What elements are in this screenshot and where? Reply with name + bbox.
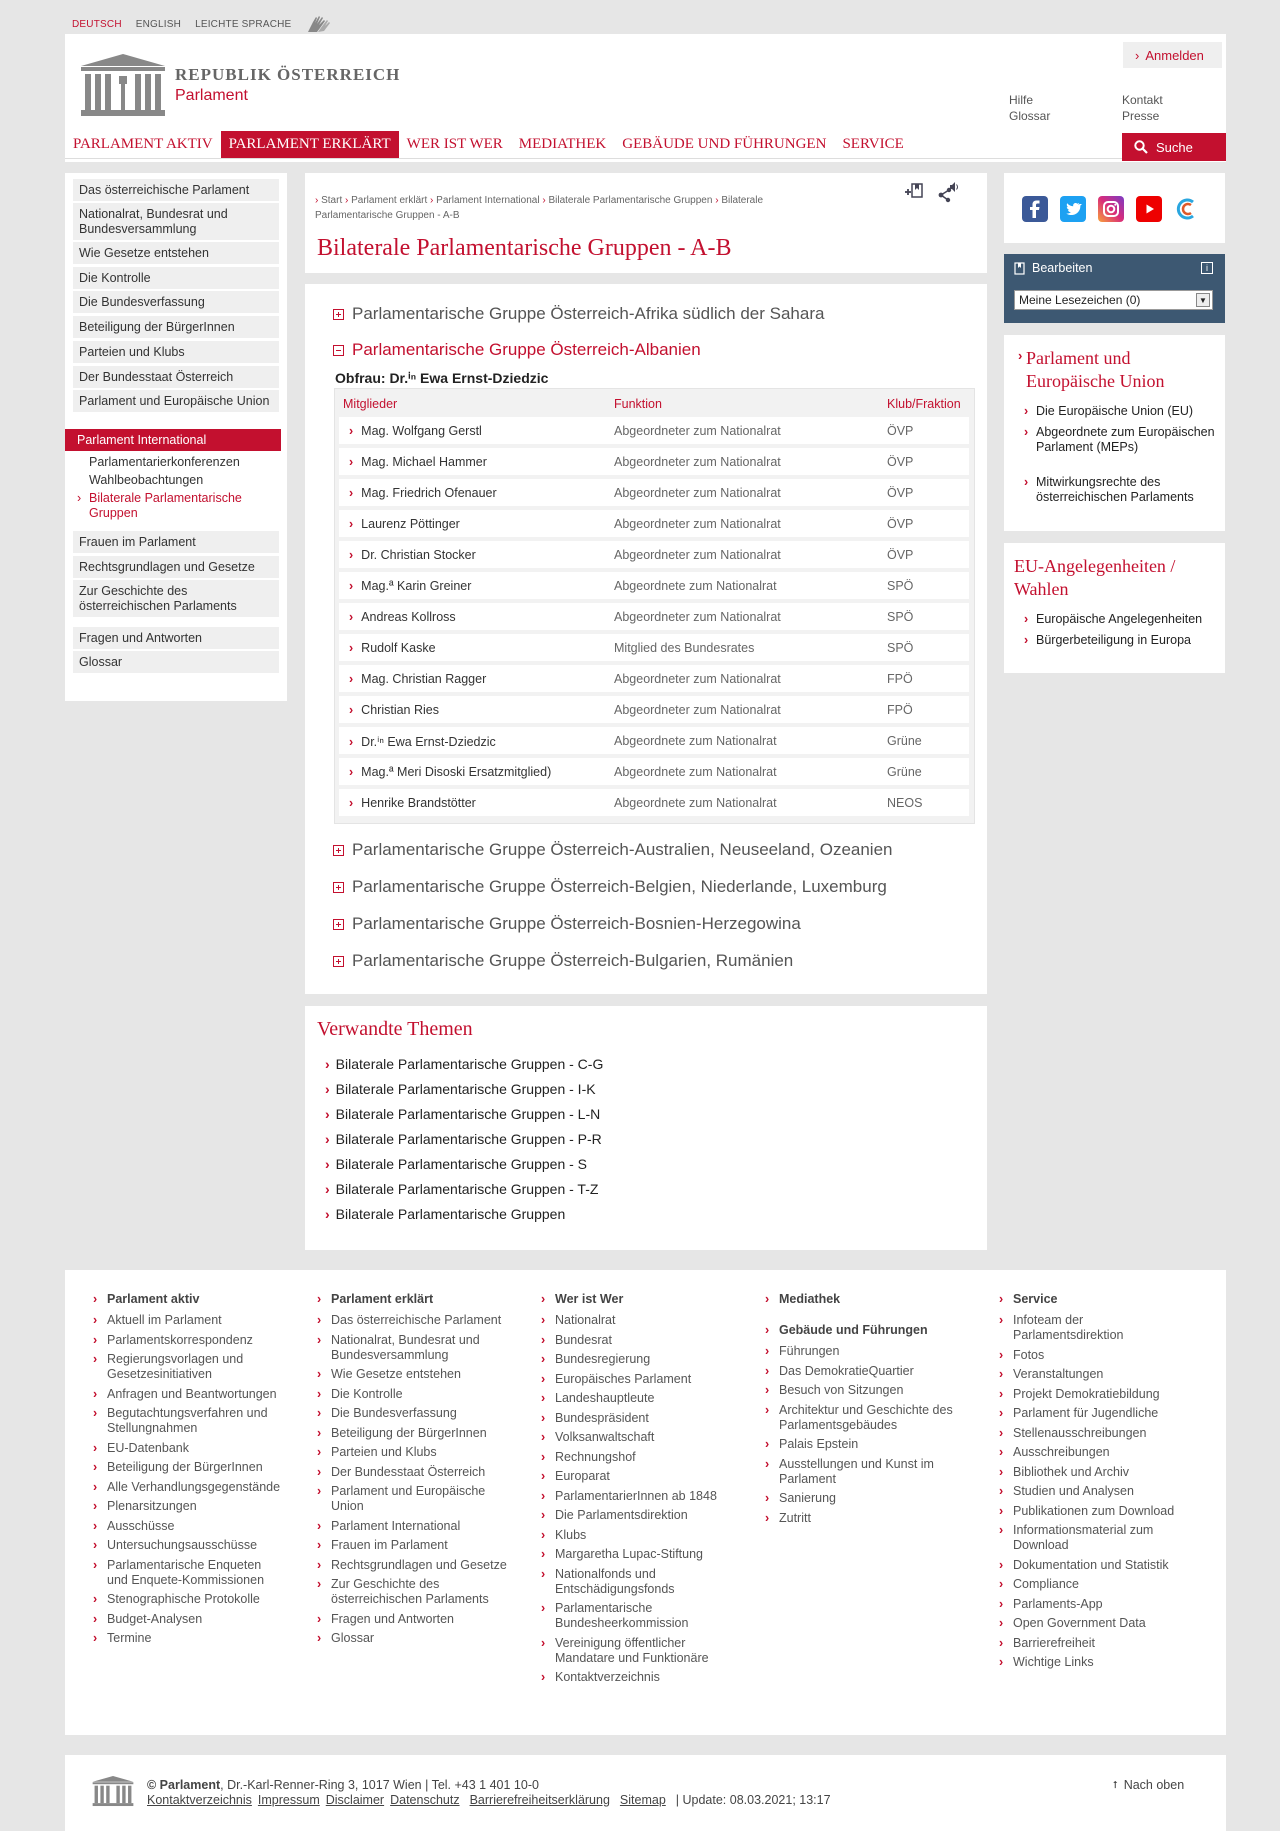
footer-link[interactable]: › Architektur und Geschichte des Parlamentsgebäudes xyxy=(765,1403,955,1433)
member-name[interactable]: › Dr. Christian Stocker xyxy=(349,548,476,562)
footer-link[interactable]: › Das DemokratieQuartier xyxy=(765,1364,955,1379)
related-link[interactable]: › Bilaterale Parlamentarische Gruppen - I-K xyxy=(325,1081,596,1097)
youtube-icon[interactable] xyxy=(1136,196,1162,222)
footer-link[interactable]: › Budget-Analysen xyxy=(93,1612,283,1627)
eu-affairs-title: EU-Angelegenheiten / Wahlen xyxy=(1014,556,1176,599)
breadcrumb xyxy=(315,193,815,223)
sidebar-subitem-active[interactable] xyxy=(77,491,269,521)
accordion-afrika[interactable] xyxy=(333,304,824,324)
breadcrumb-item[interactable]: Start xyxy=(321,195,343,206)
table-row[interactable] xyxy=(339,634,969,661)
chair-label: Obfrau: Dr.ⁱⁿ Ewa Ernst-Dziedzic xyxy=(335,370,549,386)
title-panel xyxy=(305,173,987,273)
instagram-icon[interactable] xyxy=(1098,196,1124,222)
footer-link[interactable]: › Zutritt xyxy=(765,1511,955,1526)
footer-link[interactable]: › Bundesrat xyxy=(541,1333,731,1348)
breadcrumb-sep: › xyxy=(345,195,352,206)
footer-link[interactable]: › EU-Datenbank xyxy=(93,1441,283,1456)
search-icon xyxy=(1134,140,1148,154)
accordion-label: Parlamentarische Gruppe Österreich-Bosnien-Herzegowina xyxy=(352,914,801,933)
nav-wer-ist-wer[interactable]: WER IST WER xyxy=(406,136,503,152)
footer-link[interactable]: › Parlamentskorrespondenz xyxy=(93,1333,283,1348)
page-title: Bilaterale Parlamentarische Gruppen - A-B xyxy=(317,235,732,261)
facebook-icon[interactable] xyxy=(1022,196,1048,222)
footer-link[interactable]: › Ausschreibungen xyxy=(999,1445,1189,1460)
footer-link[interactable]: › Fragen und Antworten xyxy=(317,1612,507,1627)
column-header: Klub/Fraktion xyxy=(887,397,961,411)
edit-header[interactable] xyxy=(1014,261,1092,275)
member-club: SPÖ xyxy=(887,641,914,655)
eu-link[interactable]: › Die Europäische Union (EU) xyxy=(1036,404,1216,419)
member-name[interactable]: › Mag. Michael Hammer xyxy=(349,455,487,469)
accordion-panel xyxy=(305,284,987,994)
eu-link[interactable]: › Abgeordnete zum Europäischen Parlament (MEPs) xyxy=(1036,425,1216,455)
footer-link[interactable]: › Veranstaltungen xyxy=(999,1367,1189,1382)
sidebar-subitem[interactable]: Wahlbeobachtungen xyxy=(89,473,204,487)
footer-link[interactable]: › Parlamentarische Bundesheerkommission xyxy=(541,1601,731,1631)
site-footer xyxy=(65,1270,1226,1735)
sidebar-item[interactable]: Wie Gesetze entstehen xyxy=(73,242,279,264)
footer-link[interactable]: › ParlamentarierInnen ab 1848 xyxy=(541,1489,731,1504)
copyright xyxy=(147,1777,539,1793)
footer-link[interactable]: › Die Parlamentsdirektion xyxy=(541,1508,731,1523)
eu-links-box xyxy=(1004,335,1225,531)
member-name[interactable]: › Henrike Brandstötter xyxy=(349,796,476,810)
expand-icon xyxy=(333,845,344,856)
member-function: Abgeordnete zum Nationalrat xyxy=(614,579,777,593)
nav-parlament-aktiv[interactable]: PARLAMENT AKTIV xyxy=(73,136,213,152)
bookmark-icon xyxy=(1014,262,1026,275)
breadcrumb-sep: › xyxy=(715,195,722,206)
bookmarks-panel xyxy=(1004,254,1225,323)
help-links xyxy=(1009,92,1050,124)
podcast-icon[interactable] xyxy=(1174,196,1200,222)
info-icon[interactable]: i xyxy=(1201,262,1213,274)
table-header xyxy=(335,389,976,415)
accordion-label: Parlamentarische Gruppe Österreich-Belgien, Niederlande, Luxemburg xyxy=(352,877,887,896)
footer-link[interactable]: › Infoteam der Parlamentsdirektion xyxy=(999,1313,1189,1343)
footer-col-erklaert xyxy=(317,1292,507,1646)
eu-link[interactable]: › Mitwirkungsrechte des österreichischen Parlaments xyxy=(1036,475,1216,505)
member-club: ÖVP xyxy=(887,548,914,562)
footer-link[interactable]: › Sanierung xyxy=(765,1491,955,1506)
footer-link[interactable]: › Projekt Demokratiebildung xyxy=(999,1387,1189,1402)
back-to-top-link[interactable] xyxy=(1113,1778,1184,1792)
table-row[interactable] xyxy=(339,665,969,692)
sidebar-item[interactable]: Zur Geschichte des österreichischen Parlaments xyxy=(73,580,279,617)
footer-link[interactable]: › Das österreichische Parlament xyxy=(317,1313,507,1328)
copyright-address: , Dr.-Karl-Renner-Ring 3, 1017 Wien | Tel. +43 1 401 10-0 xyxy=(220,1778,539,1792)
member-name[interactable]: › Andreas Kollross xyxy=(349,610,456,624)
footer-col-mediathek xyxy=(765,1292,955,1526)
footer-link[interactable]: › Bibliothek und Archiv xyxy=(999,1465,1189,1480)
twitter-icon[interactable] xyxy=(1060,196,1086,222)
share-listen-icon[interactable] xyxy=(937,181,959,203)
footer-link[interactable]: › Informationsmaterial zum Download xyxy=(999,1523,1189,1553)
sidebar-subitem-label: Bilaterale Parlamentarische Gruppen xyxy=(89,491,242,520)
search-button[interactable] xyxy=(1122,133,1226,161)
bottom-bar xyxy=(65,1755,1226,1831)
member-club: Grüne xyxy=(887,765,922,779)
footer-link[interactable]: › Kontaktverzeichnis xyxy=(541,1670,731,1685)
footer-heading[interactable]: › Parlament erklärt xyxy=(317,1292,507,1307)
sidebar-item[interactable]: Beteiligung der BürgerInnen xyxy=(73,316,279,338)
sidebar-item-active[interactable]: Parlament International xyxy=(65,429,281,451)
member-function: Abgeordneter zum Nationalrat xyxy=(614,424,781,438)
sidebar-item[interactable]: Das österreichische Parlament xyxy=(73,179,279,201)
page-tools xyxy=(903,181,959,203)
column-header: Mitglieder xyxy=(343,397,398,411)
accordion-bulgarien[interactable] xyxy=(333,951,793,971)
member-function: Abgeordneter zum Nationalrat xyxy=(614,610,781,624)
expand-icon xyxy=(333,956,344,967)
member-club: ÖVP xyxy=(887,455,914,469)
lang-easy-link[interactable]: LEICHTE SPRACHE xyxy=(195,18,292,30)
footer-link[interactable]: › Compliance xyxy=(999,1577,1189,1592)
footer-link[interactable]: › Wichtige Links xyxy=(999,1655,1189,1670)
footer-link[interactable]: › Termine xyxy=(93,1631,283,1646)
member-club: ÖVP xyxy=(887,486,914,500)
footer-link[interactable]: › Europäisches Parlament xyxy=(541,1372,731,1387)
footer-heading[interactable]: › Gebäude und Führungen xyxy=(765,1323,955,1338)
member-function: Abgeordneter zum Nationalrat xyxy=(614,548,781,562)
parliament-building-icon xyxy=(79,52,167,118)
member-function: Abgeordneter zum Nationalrat xyxy=(614,703,781,717)
nav-mediathek[interactable]: MEDIATHEK xyxy=(518,136,607,152)
footer-link[interactable]: › Anfragen und Beantwortungen xyxy=(93,1387,283,1402)
member-club: FPÖ xyxy=(887,703,913,717)
footer-link[interactable]: › Der Bundesstaat Österreich xyxy=(317,1465,507,1480)
footer-link[interactable]: › Parlaments-App xyxy=(999,1597,1189,1612)
member-name[interactable]: › Mag.ª Karin Greiner xyxy=(349,579,471,593)
copyright-owner: © Parlament xyxy=(147,1778,221,1792)
sidebar-item[interactable]: Der Bundesstaat Österreich xyxy=(73,366,279,388)
footer-link[interactable]: › Stellenausschreibungen xyxy=(999,1426,1189,1441)
expand-icon xyxy=(333,919,344,930)
accordion-label: Parlamentarische Gruppe Österreich-Australien, Neuseeland, Ozeanien xyxy=(352,840,893,859)
footer-link[interactable]: › Publikationen zum Download xyxy=(999,1504,1189,1519)
member-name[interactable]: › Rudolf Kaske xyxy=(349,641,436,655)
nav-gebaeude[interactable]: GEBÄUDE UND FÜHRUNGEN xyxy=(622,136,827,152)
sidebar-nav xyxy=(65,173,287,701)
member-name[interactable]: › Mag.ª Meri Disoski Ersatzmitglied) xyxy=(349,765,551,779)
eu-box-title[interactable]: Parlament und Europäische Union xyxy=(1026,348,1165,391)
accordion-label: Parlamentarische Gruppe Österreich-Albanien xyxy=(352,340,701,359)
related-link[interactable]: › Bilaterale Parlamentarische Gruppen - P-R xyxy=(325,1131,602,1147)
breadcrumb-item[interactable]: Parlament International xyxy=(436,195,540,206)
footer-col-service xyxy=(999,1292,1189,1670)
nav-divider xyxy=(65,158,1122,159)
footer-link[interactable]: › Rechtsgrundlagen und Gesetze xyxy=(317,1558,507,1573)
footer-link-impressum[interactable]: Impressum xyxy=(257,1793,320,1807)
contact-links xyxy=(1122,92,1163,124)
footer-link[interactable]: › Beteiligung der BürgerInnen xyxy=(93,1460,283,1475)
sidebar-item[interactable]: Fragen und Antworten xyxy=(73,627,279,649)
footer-link[interactable]: › Vereinigung öffentlicher Mandatare und Funktionäre xyxy=(541,1636,731,1666)
footer-link[interactable]: › Nationalrat, Bundesrat und Bundesversammlung xyxy=(317,1333,507,1363)
footer-heading[interactable]: › Service xyxy=(999,1292,1189,1307)
table-row[interactable] xyxy=(339,789,969,816)
sidebar-item[interactable]: Die Bundesverfassung xyxy=(73,291,279,313)
press-link[interactable]: Presse xyxy=(1122,109,1160,123)
breadcrumb-item[interactable]: Parlament erklärt xyxy=(351,195,428,206)
footer-link-datenschutz[interactable]: Datenschutz xyxy=(390,1793,460,1807)
table-row[interactable] xyxy=(339,448,969,475)
footer-link[interactable]: › Untersuchungsausschüsse xyxy=(93,1538,283,1553)
member-function: Abgeordnete zum Nationalrat xyxy=(614,765,777,779)
footer-link-barrierefreiheit[interactable]: Barrierefreiheitserklärung xyxy=(469,1793,610,1807)
footer-link[interactable]: › Aktuell im Parlament xyxy=(93,1313,283,1328)
eu-affairs-link[interactable]: › Bürgerbeteiligung in Europa xyxy=(1036,633,1216,648)
expand-icon xyxy=(333,309,344,320)
breadcrumb-sep: › xyxy=(430,195,437,206)
footer-col-wer xyxy=(541,1292,731,1685)
related-link[interactable]: › Bilaterale Parlamentarische Gruppen xyxy=(325,1206,565,1222)
footer-link-disclaimer[interactable]: Disclaimer xyxy=(325,1793,385,1807)
chevron-down-icon: ▼ xyxy=(1196,293,1210,307)
member-function: Abgeordneter zum Nationalrat xyxy=(614,486,781,500)
table-row[interactable] xyxy=(339,479,969,506)
footer-link[interactable]: › Parteien und Klubs xyxy=(317,1445,507,1460)
login-label: Anmelden xyxy=(1145,47,1204,63)
footer-link[interactable]: › Bundesregierung xyxy=(541,1352,731,1367)
related-link[interactable]: › Bilaterale Parlamentarische Gruppen - L-N xyxy=(325,1106,600,1122)
table-row[interactable] xyxy=(339,603,969,630)
footer-link[interactable]: › Regierungsvorlagen und Gesetzesinitiativen xyxy=(93,1352,283,1382)
collapse-icon xyxy=(333,345,344,356)
site-header xyxy=(65,34,1226,162)
footer-link[interactable]: › Europarat xyxy=(541,1469,731,1484)
chevron-right-icon: › xyxy=(1018,348,1023,363)
footer-link[interactable]: › Bundespräsident xyxy=(541,1411,731,1426)
bookmarks-select-value: Meine Lesezeichen (0) xyxy=(1019,293,1141,307)
login-button[interactable] xyxy=(1123,42,1222,68)
breadcrumb-item[interactable]: Bilaterale Parlamentarische Gruppen xyxy=(548,195,713,206)
bookmarks-select[interactable] xyxy=(1014,290,1213,310)
parliament-logo[interactable] xyxy=(79,52,400,118)
footer-link[interactable]: › Landeshauptleute xyxy=(541,1391,731,1406)
logo-subtitle: Parlament xyxy=(175,87,248,104)
search-label: Suche xyxy=(1156,139,1193,155)
footer-link[interactable]: › Nationalrat xyxy=(541,1313,731,1328)
members-table xyxy=(334,388,975,824)
eu-affairs-box xyxy=(1004,543,1225,673)
breadcrumb-sep: › xyxy=(542,195,549,206)
breadcrumb-current: Bilaterale Parlamentarische Gruppen - A-B xyxy=(315,195,764,221)
member-function: Mitglied des Bundesrates xyxy=(614,641,755,655)
member-name[interactable]: › Mag. Christian Ragger xyxy=(349,672,486,686)
table-row[interactable] xyxy=(339,727,969,754)
social-media-bar xyxy=(1004,173,1225,243)
member-club: ÖVP xyxy=(887,424,914,438)
footer-link[interactable]: › Ausstellungen und Kunst im Parlament xyxy=(765,1457,955,1487)
breadcrumb-sep: › xyxy=(315,195,322,206)
nav-service[interactable]: SERVICE xyxy=(842,136,904,152)
footer-link[interactable]: › Die Kontrolle xyxy=(317,1387,507,1402)
member-name[interactable]: › Christian Ries xyxy=(349,703,439,717)
footer-link[interactable]: › Die Bundesverfassung xyxy=(317,1406,507,1421)
chevron-right-icon: › xyxy=(77,491,82,505)
table-row[interactable] xyxy=(339,541,969,568)
related-link[interactable]: › Bilaterale Parlamentarische Gruppen - S xyxy=(325,1156,587,1172)
footer-link[interactable]: › Stenographische Protokolle xyxy=(93,1592,283,1607)
footer-col-aktiv xyxy=(93,1292,283,1646)
edit-label: Bearbeiten xyxy=(1032,261,1093,275)
accordion-bosnien[interactable] xyxy=(333,914,801,934)
footer-heading[interactable]: › Mediathek xyxy=(765,1292,955,1307)
member-name[interactable]: › Mag. Wolfgang Gerstl xyxy=(349,424,482,438)
footer-link[interactable]: › Begutachtungsverfahren und Stellungnahmen xyxy=(93,1406,283,1436)
lang-german-link[interactable]: DEUTSCH xyxy=(72,18,122,30)
sidebar-item[interactable]: Parlament und Europäische Union xyxy=(73,390,279,412)
footer-link[interactable]: › Volksanwaltschaft xyxy=(541,1430,731,1445)
footer-link[interactable]: › Parlament und Europäische Union xyxy=(317,1484,507,1514)
bookmark-add-icon[interactable] xyxy=(903,181,925,203)
footer-link[interactable]: › Fotos xyxy=(999,1348,1189,1363)
accordion-belgien[interactable] xyxy=(333,877,887,897)
member-club: SPÖ xyxy=(887,579,914,593)
footer-link[interactable]: › Margaretha Lupac-Stiftung xyxy=(541,1547,731,1562)
member-name[interactable]: › Laurenz Pöttinger xyxy=(349,517,460,531)
sidebar-item[interactable]: Rechtsgrundlagen und Gesetze xyxy=(73,556,279,578)
chevron-right-icon: › xyxy=(1135,47,1140,63)
help-link[interactable]: Hilfe xyxy=(1009,93,1034,107)
footer-link[interactable]: › Palais Epstein xyxy=(765,1437,955,1452)
footer-link[interactable]: › Glossar xyxy=(317,1631,507,1646)
footer-link[interactable]: › Parlament für Jugendliche xyxy=(999,1406,1189,1421)
footer-link[interactable]: › Alle Verhandlungsgegenstände xyxy=(93,1480,283,1495)
sidebar-item[interactable]: Die Kontrolle xyxy=(73,267,279,289)
nav-parlament-erklaert[interactable]: PARLAMENT ERKLÄRT xyxy=(221,131,399,158)
sidebar-item[interactable]: Parteien und Klubs xyxy=(73,341,279,363)
member-function: Abgeordnete zum Nationalrat xyxy=(614,734,777,748)
footer-link[interactable]: › Barrierefreiheit xyxy=(999,1636,1189,1651)
back-to-top-label: Nach oben xyxy=(1123,1778,1185,1792)
eu-affairs-link[interactable]: › Europäische Angelegenheiten xyxy=(1036,612,1216,627)
member-club: NEOS xyxy=(887,796,923,810)
parliament-building-icon xyxy=(91,1775,135,1807)
related-topics xyxy=(305,1006,987,1250)
accordion-albanien[interactable] xyxy=(333,340,701,360)
footer-heading[interactable]: › Wer ist Wer xyxy=(541,1292,731,1307)
member-name[interactable]: › Dr.ⁱⁿ Ewa Ernst-Dziedzic xyxy=(349,734,496,749)
related-link[interactable]: › Bilaterale Parlamentarische Gruppen - T-Z xyxy=(325,1181,598,1197)
contact-link[interactable]: Kontakt xyxy=(1122,93,1163,107)
lang-english-link[interactable]: ENGLISH xyxy=(135,18,182,30)
member-function: Abgeordneter zum Nationalrat xyxy=(614,672,781,686)
accordion-label: Parlamentarische Gruppe Österreich-Afrika südlich der Sahara xyxy=(352,304,825,323)
sidebar-item[interactable]: Frauen im Parlament xyxy=(73,531,279,553)
language-bar xyxy=(72,14,331,34)
member-function: Abgeordneter zum Nationalrat xyxy=(614,455,781,469)
sidebar-item[interactable]: Glossar xyxy=(73,651,279,673)
arrow-up-icon: ⭡ xyxy=(1113,1779,1118,1791)
logo-title: REPUBLIK ÖSTERREICH xyxy=(175,65,401,84)
accordion-label: Parlamentarische Gruppe Österreich-Bulgarien, Rumänien xyxy=(352,951,794,970)
footer-link[interactable]: › Wie Gesetze entstehen xyxy=(317,1367,507,1382)
footer-link-sitemap[interactable]: Sitemap xyxy=(619,1793,666,1807)
member-function: Abgeordneter zum Nationalrat xyxy=(614,517,781,531)
footer-link[interactable]: › Ausschüsse xyxy=(93,1519,283,1534)
footer-link[interactable]: › Beteiligung der BürgerInnen xyxy=(317,1426,507,1441)
expand-icon xyxy=(333,882,344,893)
footer-link[interactable]: › Parlamentarische Enqueten und Enquete-Kommissionen xyxy=(93,1558,283,1588)
column-header: Funktion xyxy=(614,397,662,411)
related-link[interactable]: › Bilaterale Parlamentarische Gruppen - C-G xyxy=(325,1056,603,1072)
member-name[interactable]: › Mag. Friedrich Ofenauer xyxy=(349,486,497,500)
footer-link[interactable]: › Führungen xyxy=(765,1344,955,1359)
footer-link[interactable]: › Rechnungshof xyxy=(541,1450,731,1465)
footer-heading[interactable]: › Parlament aktiv xyxy=(93,1292,283,1307)
footer-link[interactable]: › Dokumentation und Statistik xyxy=(999,1558,1189,1573)
sidebar-item[interactable]: Nationalrat, Bundesrat und Bundesversammlung xyxy=(73,203,279,240)
member-club: ÖVP xyxy=(887,517,914,531)
footer-link[interactable]: › Frauen im Parlament xyxy=(317,1538,507,1553)
member-club: FPÖ xyxy=(887,672,913,686)
glossary-link[interactable]: Glossar xyxy=(1009,109,1051,123)
table-row[interactable] xyxy=(339,510,969,537)
table-row[interactable] xyxy=(339,417,969,444)
table-row[interactable] xyxy=(339,696,969,723)
accordion-australien[interactable] xyxy=(333,840,893,860)
footer-link-kontakt[interactable]: Kontaktverzeichnis xyxy=(147,1793,252,1807)
footer-link[interactable]: › Besuch von Sitzungen xyxy=(765,1383,955,1398)
footer-link[interactable]: › Studien und Analysen xyxy=(999,1484,1189,1499)
member-club: SPÖ xyxy=(887,610,914,624)
footer-link[interactable]: › Nationalfonds und Entschädigungsfonds xyxy=(541,1567,731,1597)
footer-link[interactable]: › Zur Geschichte des österreichischen Parlaments xyxy=(317,1577,507,1607)
main-navigation xyxy=(65,131,912,158)
member-club: Grüne xyxy=(887,734,922,748)
related-title: Verwandte Themen xyxy=(317,1018,473,1040)
legal-links xyxy=(147,1793,831,1807)
footer-link[interactable]: › Plenarsitzungen xyxy=(93,1499,283,1514)
footer-link[interactable]: › Klubs xyxy=(541,1528,731,1543)
footer-link[interactable]: › Parlament International xyxy=(317,1519,507,1534)
footer-link[interactable]: › Open Government Data xyxy=(999,1616,1189,1631)
table-row[interactable] xyxy=(339,758,969,785)
update-date: | Update: 08.03.2021; 13:17 xyxy=(675,1793,831,1807)
sign-language-icon[interactable] xyxy=(305,14,331,34)
table-row[interactable] xyxy=(339,572,969,599)
member-function: Abgeordnete zum Nationalrat xyxy=(614,796,777,810)
sidebar-subitem[interactable]: Parlamentarierkonferenzen xyxy=(89,455,240,469)
